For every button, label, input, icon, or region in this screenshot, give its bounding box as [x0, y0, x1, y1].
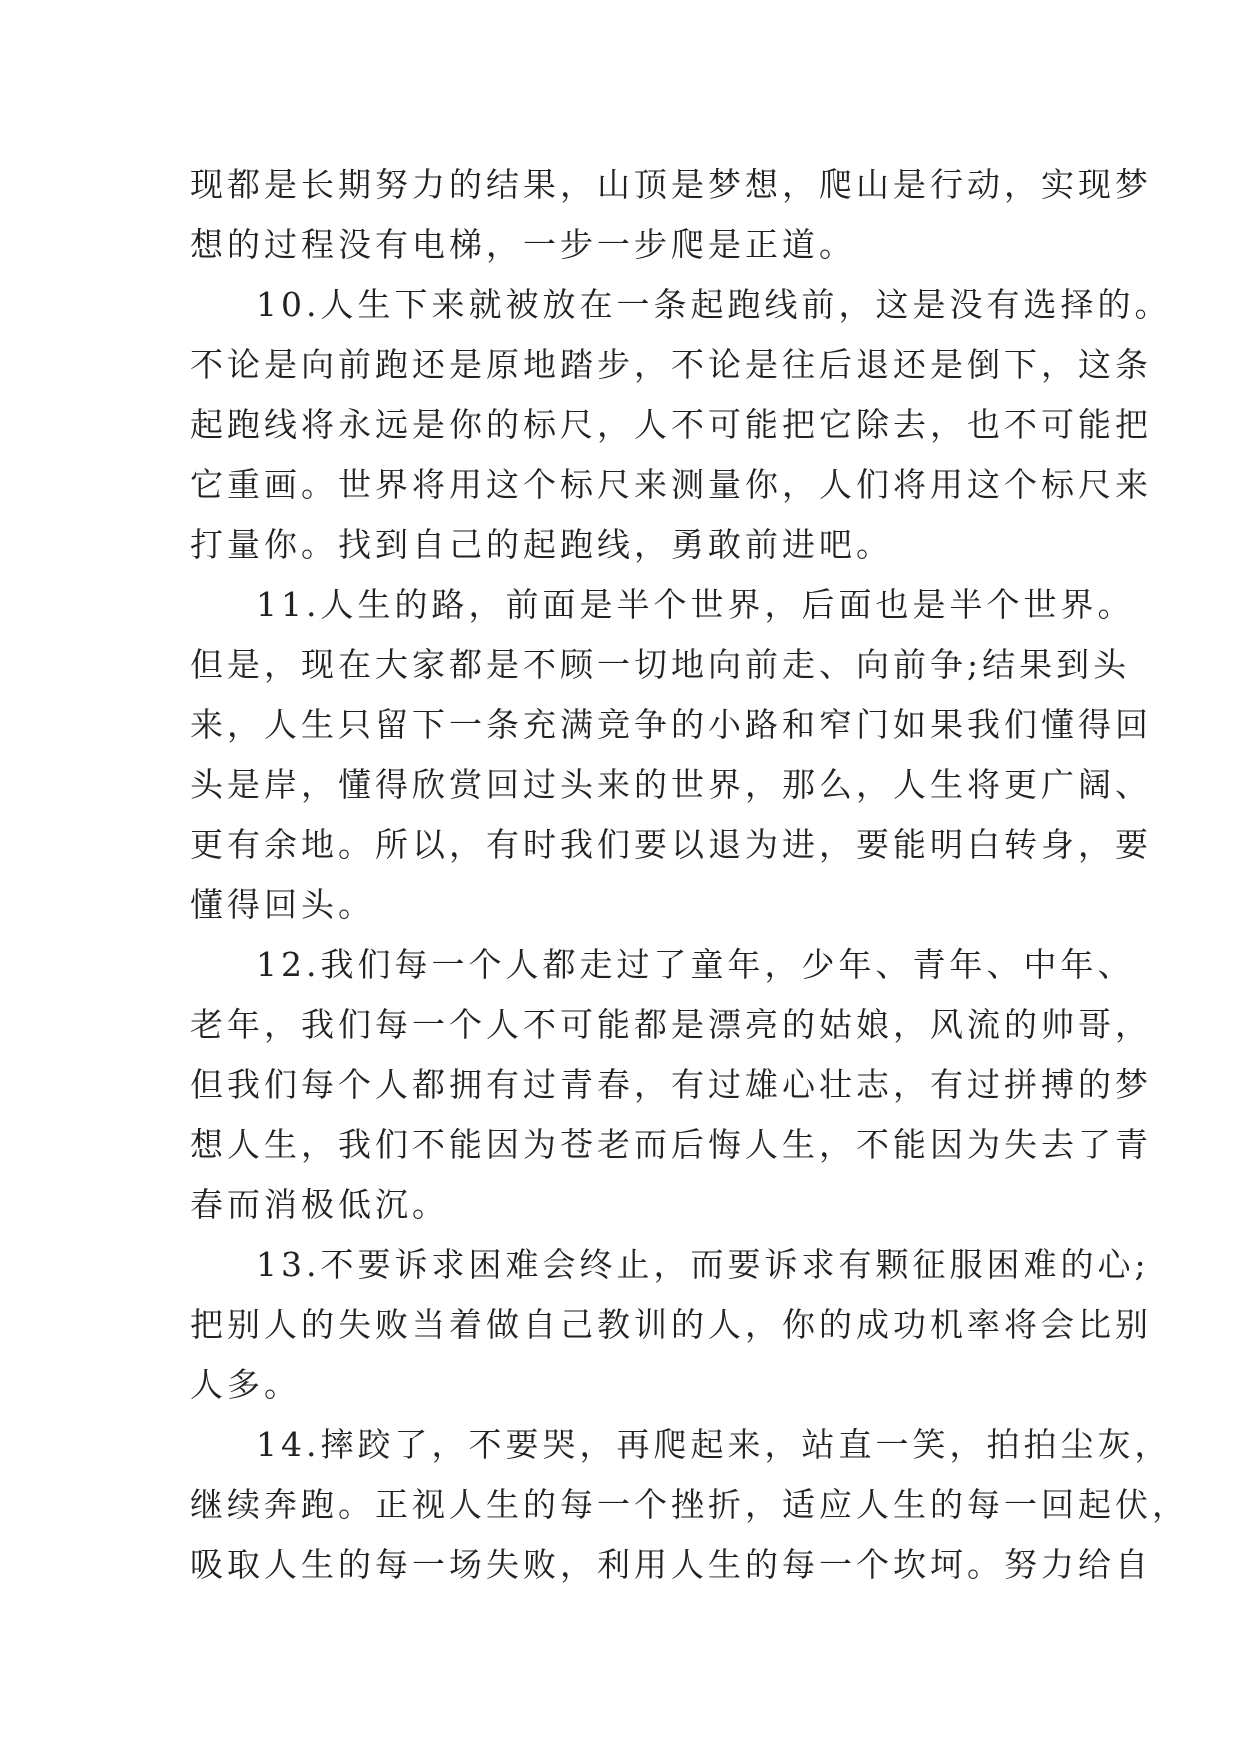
- text-line: 12.我们每一个人都走过了童年，少年、青年、中年、: [256, 945, 1135, 984]
- text-line: 春而消极低沉。: [190, 1185, 449, 1224]
- text-line: 老年，我们每一个人不可能都是漂亮的姑娘，风流的帅哥，: [190, 1005, 1152, 1044]
- text-line: 它重画。世界将用这个标尺来测量你，人们将用这个标尺来: [190, 465, 1152, 504]
- text-line: 人多。: [190, 1365, 301, 1404]
- text-line: 继续奔跑。正视人生的每一个挫折，适应人生的每一回起伏，: [190, 1485, 1189, 1524]
- text-line: 但是，现在大家都是不顾一切地向前走、向前争;结果到头: [190, 645, 1131, 684]
- text-line: 想的过程没有电梯，一步一步爬是正道。: [190, 225, 856, 264]
- text-line: 10.人生下来就被放在一条起跑线前，这是没有选择的。: [256, 285, 1172, 324]
- text-line: 想人生，我们不能因为苍老而后悔人生，不能因为失去了青: [190, 1125, 1152, 1164]
- text-line: 不论是向前跑还是原地踏步，不论是往后退还是倒下，这条: [190, 345, 1152, 384]
- text-line: 吸取人生的每一场失败，利用人生的每一个坎坷。努力给自: [190, 1545, 1152, 1584]
- text-line: 但我们每个人都拥有过青春，有过雄心壮志，有过拼搏的梦: [190, 1065, 1152, 1104]
- text-line: 打量你。找到自己的起跑线，勇敢前进吧。: [190, 525, 893, 564]
- text-line: 来，人生只留下一条充满竞争的小路和窄门如果我们懂得回: [190, 705, 1152, 744]
- text-line: 把别人的失败当着做自己教训的人，你的成功机率将会比别: [190, 1305, 1152, 1344]
- text-line: 13.不要诉求困难会终止，而要诉求有颗征服困难的心;: [256, 1245, 1150, 1284]
- text-line: 更有余地。所以，有时我们要以退为进，要能明白转身，要: [190, 825, 1152, 864]
- document-body: [190, 155, 1189, 1595]
- text-line: 懂得回头。: [190, 885, 375, 924]
- text-line: 14.摔跤了，不要哭，再爬起来，站直一笑，拍拍尘灰，: [256, 1425, 1172, 1464]
- text-line: 现都是长期努力的结果，山顶是梦想，爬山是行动，实现梦: [190, 165, 1152, 204]
- text-line: 起跑线将永远是你的标尺，人不可能把它除去，也不可能把: [190, 405, 1152, 444]
- text-line: 头是岸，懂得欣赏回过头来的世界，那么，人生将更广阔、: [190, 765, 1152, 804]
- text-line: 11.人生的路，前面是半个世界，后面也是半个世界。: [256, 585, 1135, 624]
